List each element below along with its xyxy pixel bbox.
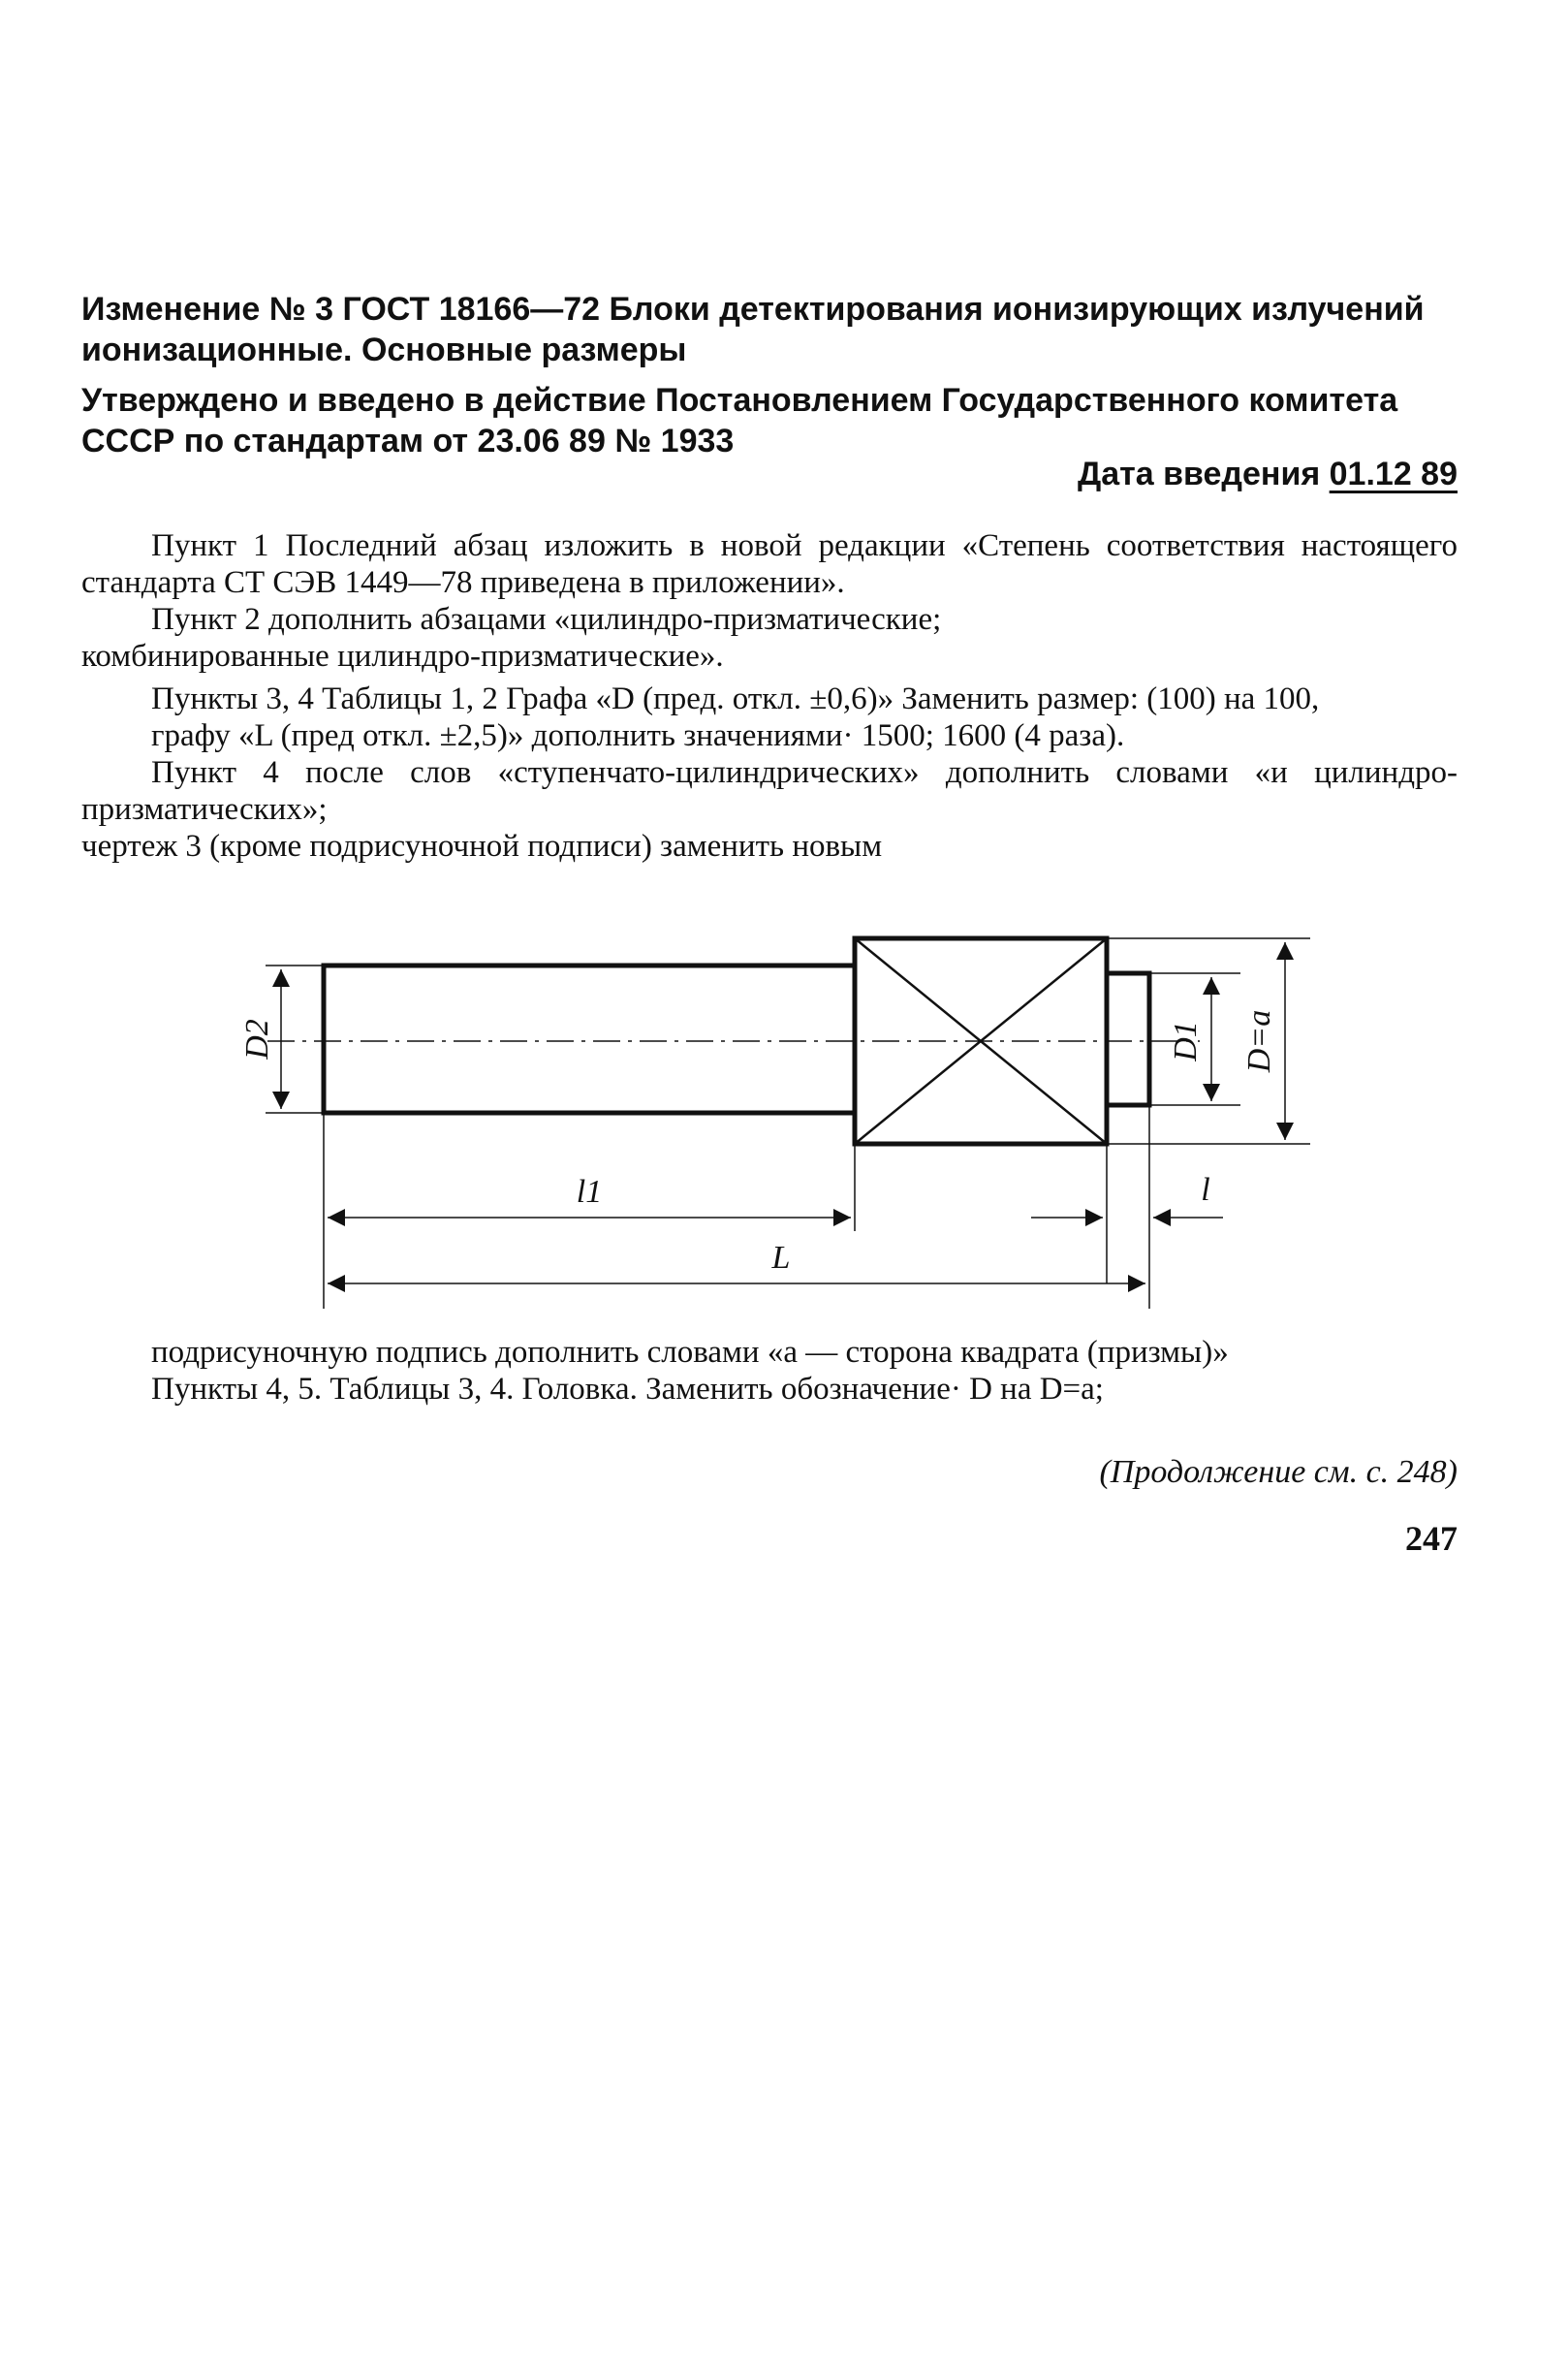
overall-length-label: L — [771, 1240, 791, 1276]
approval-line-2: СССР по стандартам от 23.06 89 № 1933 — [81, 423, 735, 459]
caption-amendment — [81, 1334, 1458, 1408]
paragraph-item-1: Пункт 1 Последний абзац изложить в новой редакции «Степень соответствия настоящего стандарта СТ СЭВ 1449—78 приведена в приложении». — [81, 528, 1458, 600]
change-title — [81, 289, 1458, 370]
paragraph-item-3b: графу «L (пред откл. ±2,5)» дополнить значениями· 1500; 1600 (4 раза). — [151, 718, 1125, 753]
end-step — [1107, 973, 1149, 1105]
effective-date — [1078, 454, 1458, 494]
l1-label: l1 — [576, 1174, 603, 1210]
l-label: l — [1201, 1172, 1210, 1208]
continuation-note: (Продолжение см. с. 248) — [1099, 1454, 1458, 1490]
cylinder-body — [324, 966, 855, 1113]
paragraph-item-2a: Пункт 2 дополнить абзацами «цилиндро-призматические; — [151, 602, 942, 637]
paragraph-item-5: Пункты 4, 5. Таблицы 3, 4. Головка. Заменить обозначение· D на D=a; — [151, 1372, 1104, 1407]
paragraph-item-4b: чертеж 3 (кроме подрисуночной подписи) заменить новым — [81, 829, 883, 864]
change-title-line-1: Изменение № 3 ГОСТ 18166—72 Блоки детектирования ионизирующих излучений — [81, 291, 1425, 328]
paragraph-item-4a: Пункт 4 после слов «ступенчато-цилиндрических» дополнить словами «и цилиндро-призматических»; — [81, 755, 1458, 827]
caption-paragraph: подрисуночную подпись дополнить словами «a — сторона квадрата (призмы)» — [151, 1335, 1229, 1370]
change-title-line-2: ионизационные. Основные размеры — [81, 332, 687, 368]
approval-note — [81, 380, 1458, 461]
effective-date-label: Дата введения — [1078, 456, 1321, 492]
d2-label: D2 — [239, 1019, 275, 1060]
effective-date-value: 01.12 89 — [1329, 456, 1458, 492]
paragraph-item-3a: Пункты 3, 4 Таблицы 1, 2 Графа «D (пред. откл. ±0,6)» Заменить размер: (100) на 100, — [151, 681, 1320, 716]
amendment-body — [81, 527, 1458, 865]
d1-label: D1 — [1168, 1021, 1204, 1061]
approval-line-1: Утверждено и введено в действие Постановлением Государственного комитета — [81, 382, 1398, 419]
da-label: D=a — [1241, 1009, 1277, 1073]
technical-drawing — [233, 921, 1318, 1309]
paragraph-item-2b: комбинированные цилиндро-призматические». — [81, 639, 724, 674]
page-number: 247 — [1405, 1519, 1458, 1558]
